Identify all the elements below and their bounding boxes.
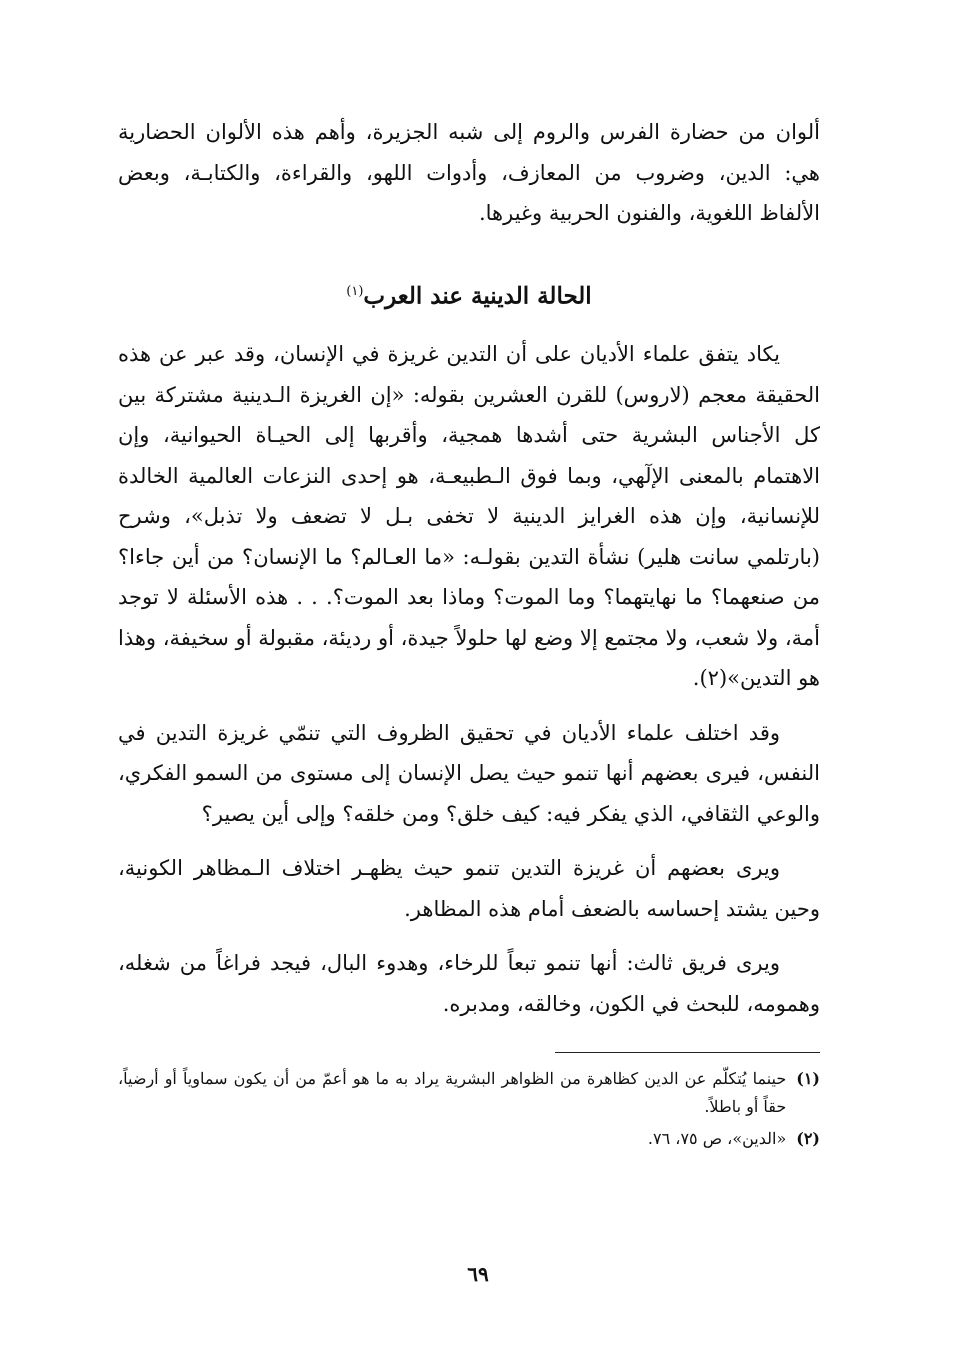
intro-paragraph: ألوان من حضارة الفرس والروم إلى شبه الجزيرة، وأهم هذه الألوان الحضارية هي: الدين، وضروب من المعازف، وأدوات اللهو، والقراءة، والكتابـة، وبعض الألفاظ اللغوية، والفنون الحربية وغيرها. <box>118 120 820 225</box>
footnote-1-text: حينما يُتكلّم عن الدين كظاهرة من الظواهر البشرية يراد به ما هو أعمّ من أن يكون سماوياً أو أرضياً، حقاً أو باطلاً. <box>118 1069 787 1117</box>
page-content <box>118 112 820 1157</box>
footnote-1-mark: (١) <box>796 1069 820 1089</box>
page-number: ٦٩ <box>467 1262 489 1286</box>
paragraph-3: ويرى بعضهم أن غريزة التدين تنمو حيث يظهـر اختلاف الـمظاهر الكونية، وحين يشتد إحساسه بالضعف أمام هذه المظاهر. <box>118 856 820 921</box>
footnote-2 <box>118 1125 820 1153</box>
section-heading-note: (١) <box>346 283 364 299</box>
section-heading-text: الحالة الدينية عند العرب <box>363 282 592 310</box>
paragraph-4: ويرى فريق ثالث: أنها تنمو تبعاً للرخاء، وهدوء البال، فيجد فراغاً من شغله، وهمومه، للبحث في الكون، وخالقه، ومدبره. <box>118 951 820 1016</box>
footnote-divider <box>555 1052 820 1053</box>
footnote-2-mark: (٢) <box>796 1129 820 1149</box>
paragraph-2: وقد اختلف علماء الأديان في تحقيق الظروف التي تنمّي غريزة التدين في النفس، فيرى بعضهم أنها تنمو حيث يصل الإنسان إلى مستوى من السمو الفكري، والوعي الثقافي، الذي يفكر فيه: كيف خلق؟ ومن خلقه؟ وإلى أين يصير؟ <box>118 720 820 826</box>
paragraph-1: يكاد يتفق علماء الأديان على أن التدين غريزة في الإنسان، وقد عبر عن هذه الحقيقة معجم (لاروس) للقرن العشرين بقوله: «إن الغريزة الـدينية مشتركة بين كل الأجناس البشرية حتى أشدها همجية، وأقربها إلى الحيـاة الحيوانية، وإن الاهتمام بالمعنى الإلٓهي، وبما فوق الـطبيعـة، هو إحدى النزعات العالمية الخالدة للإنسانية، وإن هذه الغرايز الدينية لا تخفى بـل لا تضعف ولا تذبل»، وشرح (بارتلمي سانت هلير) نشأة التدين بقولـه: «ما العـالم؟ ما الإنسان؟ من أين جاءا؟ من صنعهما؟ ما نهايتهما؟ وما الموت؟ وماذا بعد الموت؟. . . هذه الأسئلة لا توجد أمة، ولا شعب، ولا مجتمع إلا وضع لها حلولاً جيدة، أو رديئة، مقبولة أو سخيفة، وهذا هو التدين»(٢). <box>118 342 820 691</box>
footnote-2-text: «الدين»، ص ٧٥، ٧٦. <box>647 1129 787 1149</box>
footnotes <box>118 1065 820 1153</box>
footnote-1 <box>118 1065 820 1121</box>
section-heading <box>118 272 820 317</box>
